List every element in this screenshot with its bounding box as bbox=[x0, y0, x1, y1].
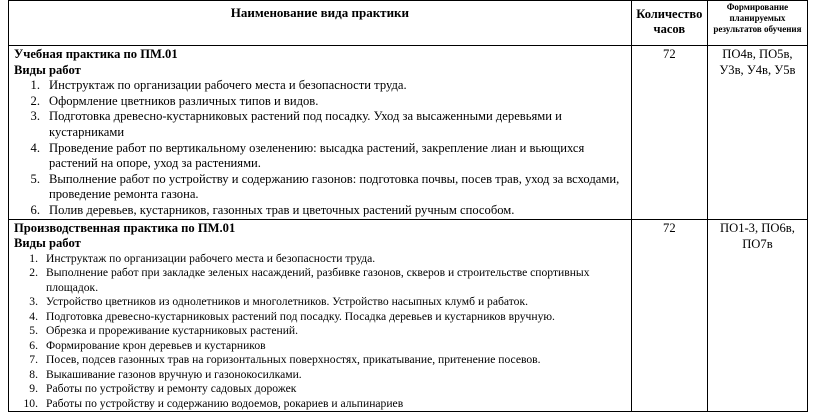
list-item: 10. Работы по устройству и содержанию водоемов, рокариев и альпинариев bbox=[23, 396, 404, 410]
list-item: 6. Полив деревьев, кустарников, газонных трав и цветочных растений ручным способом. bbox=[30, 202, 515, 217]
header-row bbox=[9, 1, 808, 46]
hours-cell: 72 bbox=[631, 46, 707, 220]
practice-table bbox=[8, 0, 808, 412]
work-list bbox=[14, 252, 627, 412]
practice-cell bbox=[9, 46, 632, 220]
table-row bbox=[9, 46, 808, 220]
header-name: Наименование вида практики bbox=[9, 1, 632, 46]
list-item: 4. Проведение работ по вертикальному озеленению: высадка растений, закрепление лиан и вьющихся растений на опоре, уход за растениями. bbox=[30, 140, 585, 171]
list-item: 6. Формирование крон деревьев и кустарников bbox=[29, 338, 266, 352]
results-cell: ПО4в, ПО5в, У3в, У4в, У5в bbox=[707, 46, 807, 220]
practice-cell bbox=[9, 219, 632, 412]
table-row bbox=[9, 219, 808, 412]
list-item: 1. Инструктаж по организации рабочего места и безопасности труда. bbox=[30, 78, 407, 93]
practice-subtitle: Виды работ bbox=[14, 62, 81, 77]
practice-title: Учебная практика по ПМ.01 bbox=[14, 47, 178, 61]
list-item: 3. Подготовка древесно-кустарниковых растений под посадку. Уход за высаженными деревьями и кустарниками bbox=[30, 109, 562, 139]
practice-title: Производственная практика по ПМ.01 bbox=[14, 220, 236, 235]
header-results: Формирование планируемых результатов обучения bbox=[707, 1, 807, 46]
hours-cell: 72 bbox=[631, 219, 707, 412]
list-item: 2. Выполнение работ при закладке зеленых насаждений, разбивке газонов, скверов и строительстве спортивных площадок. bbox=[29, 266, 590, 294]
list-item: 8. Выкашивание газонов вручную и газонокосилками. bbox=[29, 367, 302, 381]
practice-subtitle: Виды работ bbox=[14, 236, 81, 251]
list-item: 3. Устройство цветников из однолетников и многолетников. Устройство насыпных клумб и рабаток. bbox=[29, 295, 528, 309]
list-item: 7. Посев, подсев газонных трав на горизонтальных поверхностях, прикатывание, притенение посевов. bbox=[29, 353, 541, 367]
list-item: 4. Подготовка древесно-кустарниковых растений под посадку. Посадка деревьев и кустарников вручную. bbox=[29, 309, 555, 323]
list-item: 5. Обрезка и прореживание кустарниковых растений. bbox=[29, 324, 298, 338]
list-item: 2. Оформление цветников различных типов и видов. bbox=[30, 93, 319, 108]
list-item: 9. Работы по устройству и ремонту садовых дорожек bbox=[29, 382, 297, 396]
results-cell: ПО1-3, ПО6в, ПО7в bbox=[707, 219, 807, 412]
list-item: 1. Инструктаж по организации рабочего места и безопасности труда. bbox=[29, 251, 376, 265]
work-list bbox=[14, 78, 627, 218]
list-item: 5. Выполнение работ по устройству и содержанию газонов: подготовка почвы, посев трав, уход за всходами, проведение ремонта газона. bbox=[30, 171, 620, 202]
header-hours: Количество часов bbox=[631, 1, 707, 46]
